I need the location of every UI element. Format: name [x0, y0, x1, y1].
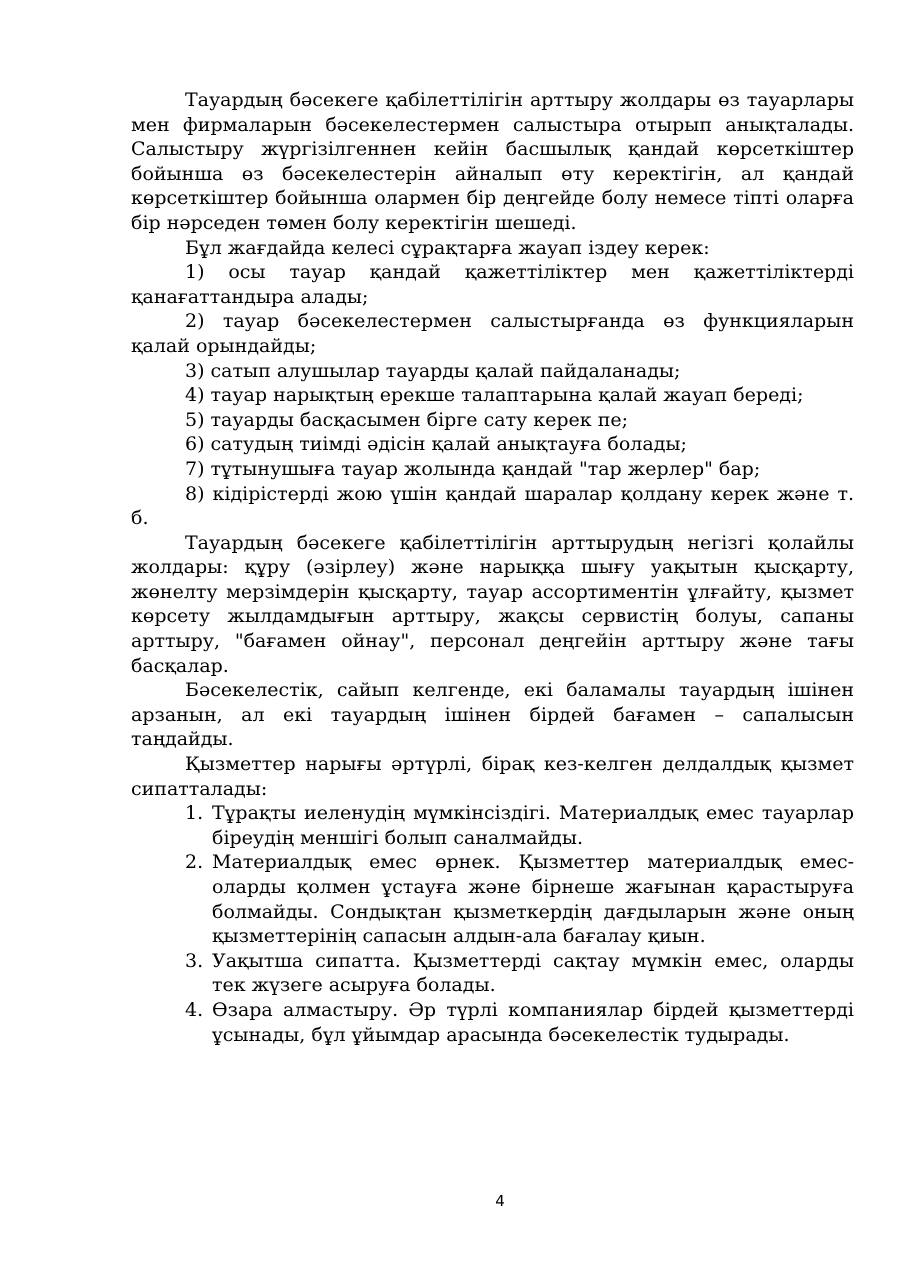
question-item-2: 2) тауар бәсекелестермен салыстырғанда өз функцияларын қалай орындайды; — [131, 310, 854, 357]
paragraph-intro: Тауардың бәсекеге қабілеттілігін арттыру жолдары өз тауарлары мен фирмаларын бәсекелестермен салыстыра отырып анықталады. Салыстыру жүргізілгеннен кейін басшылық қандай көрсеткіштер бойынша өз бәсекелестерін айналып өту керектігін, ал қандай көрсеткіштер бойынша олармен бір деңгейде болу немесе тіпті оларға бір нәрседен төмен болу керектігін шешеді. — [131, 89, 854, 234]
paragraph-competition: Бәсекелестік, сайып келгенде, екі баламалы тауардың ішінен арзанын, ал екі тауардың ішінен бірдей бағамен – сапалысын таңдайды. — [131, 679, 854, 751]
list-item-text: Уақытша сипатта. Қызметтерді сақтау мүмкін емес, оларды тек жүзеге асыруға болады. — [212, 949, 854, 997]
list-item-text: Тұрақты иеленудің мүмкінсіздігі. Материалдық емес тауарлар біреудің меншігі болып саналмайды. — [212, 802, 854, 849]
list-item — [131, 850, 854, 948]
question-item-4: 4) тауар нарықтың ерекше талаптарына қалай жауап береді; — [185, 384, 804, 407]
page-number: 4 — [495, 1192, 505, 1210]
list-item-number: 2. — [185, 851, 204, 874]
list-item-text: Өзара алмастыру. Әр түрлі компаниялар бірдей қызметтерді ұсынады, бұл ұйымдар арасында бәсекелестік тудырады. — [212, 998, 854, 1046]
list-item-number: 3. — [185, 949, 204, 972]
list-item-number: 4. — [185, 998, 204, 1021]
services-list — [131, 801, 854, 1047]
document-page — [131, 88, 854, 1047]
list-item-number: 1. — [185, 802, 204, 825]
question-item-3: 3) сатып алушылар тауарды қалай пайдаланады; — [185, 359, 681, 382]
question-item-8: 8) кідірістерді жою үшін қандай шаралар қолдану керек және т. б. — [131, 482, 854, 530]
list-item-text: Материалдық емес өрнек. Қызметтер материалдық емес-оларды қолмен ұстауға және бірнеше жағынан қарастыруға болмайды. Сондықтан қызметкердің дағдыларын және оның қызметтерінің сапасын алдын-ала бағалау қиын. — [212, 851, 854, 948]
question-item-7: 7) тұтынушыға тауар жолында қандай "тар жерлер" бар; — [185, 457, 761, 480]
paragraph-services-lead: Қызметтер нарығы әртүрлі, бірақ кез-келген делдалдық қызмет сипатталады: — [131, 753, 854, 800]
list-item — [131, 949, 854, 998]
list-item — [131, 801, 854, 850]
question-item-5: 5) тауарды басқасымен бірге сату керек пе; — [185, 408, 629, 431]
question-item-1: 1) осы тауар қандай қажеттіліктер мен қажеттіліктерді қанағаттандыра алады; — [131, 261, 854, 308]
question-item-6: 6) сатудың тиімді әдісін қалай анықтауға болады; — [185, 433, 687, 456]
paragraph-ways: Тауардың бәсекеге қабілеттілігін арттырудың негізгі қолайлы жолдары: құру (әзірлеу) және нарыққа шығу уақытын қысқарту, жөнелту мерзімдерін қысқарту, тауар ассортиментін ұлғайту, қызмет көрсету жылдамдығын арттыру, жақсы сервистің болуы, сапаны арттыру, "бағамен ойнау", персонал деңгейін арттыру және тағы басқалар. — [131, 531, 854, 677]
list-item — [131, 998, 854, 1047]
paragraph-questions-lead: Бұл жағдайда келесі сұрақтарға жауап іздеу керек: — [185, 236, 710, 259]
